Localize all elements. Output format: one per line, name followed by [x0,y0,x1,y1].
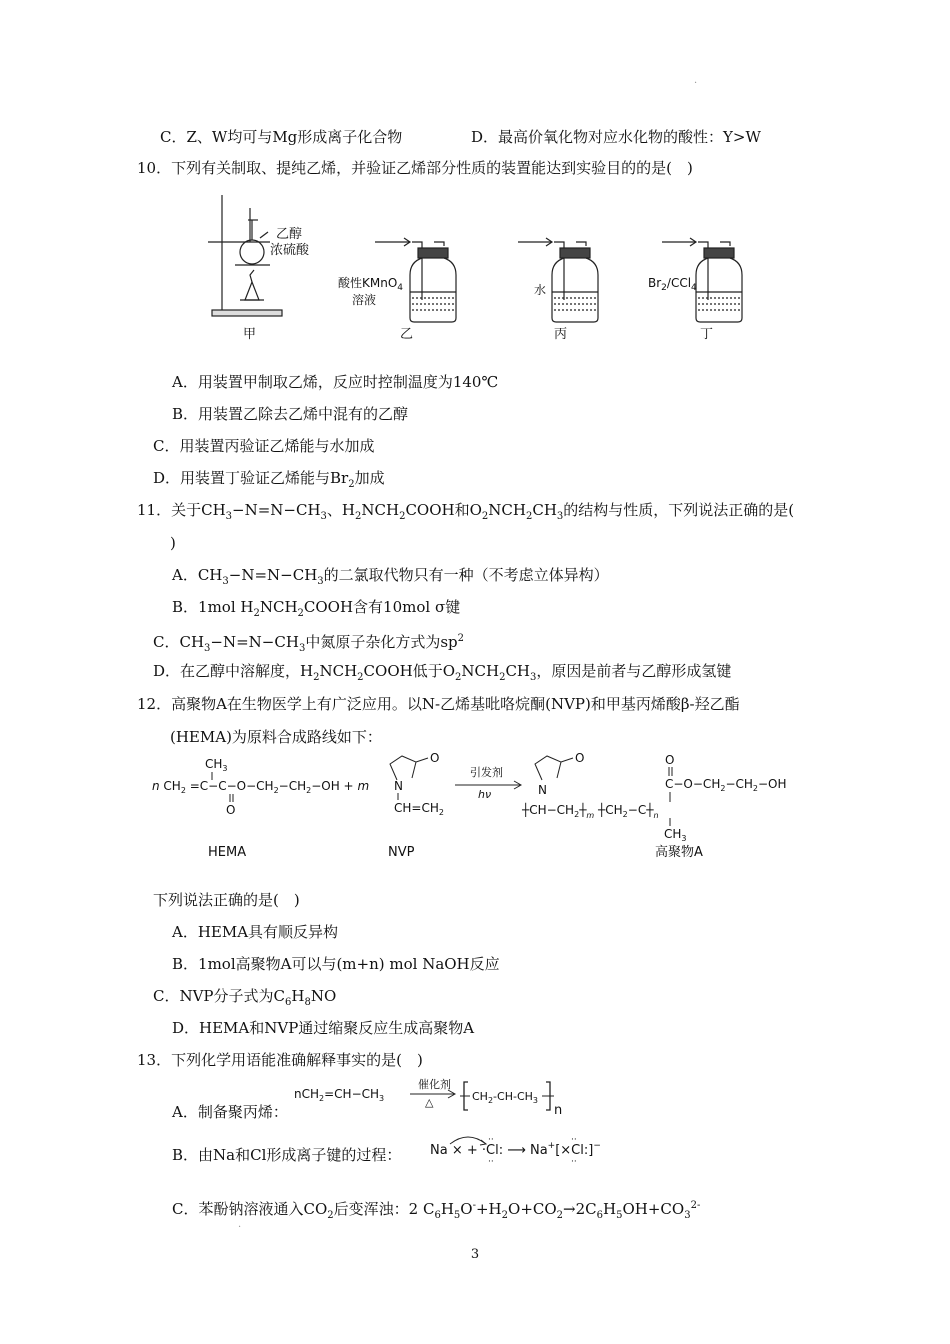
polypropylene-equation [292,1076,582,1120]
polymer-a-label: 高聚物A [655,845,703,860]
svg-text:··: ·· [571,1135,577,1145]
scan-dot: · [238,1222,242,1233]
svg-text:CH3: $CH_3$ [205,757,228,773]
svg-text:n CH2 =C−C−O−CH2−CH2−OH + m: n $CH_2 =C-C-O-CH_2-CH_2-OH + m$ [152,779,370,795]
q12-prompt: 下列说法正确的是( ) [153,891,300,909]
q11-stem: 11．关于$CH_3-N=N-CH_3$、$H_2NCH_2COOH$和$O_2NCH_2CH_3$的结构与性质，下列说法正确的是( [137,501,795,522]
label-yi: 乙 [400,327,414,342]
catalyst-label: 催化剂 [418,1078,451,1091]
svg-text:··: ·· [488,1157,494,1167]
polymer-ring [535,756,573,780]
q10-option-a: A．用装置甲制取乙烯，反应时控制温度为140℃ [172,373,499,391]
q11-option-a: A．$CH_3-N=N-CH_3$的二氯取代物只有一种（不考虑立体异构） [172,566,609,587]
q9-option-d: D．最高价氧化物对应水化物的酸性：Y>W [471,128,761,146]
scan-dot: · [694,78,698,89]
svg-text:┼CH−CH2┼m ┼CH2−C┼n: $┼CH-CH_2┼_m$ $┼CH_2-C┼_n$ [522,803,659,820]
q10-apparatus-figure [200,190,800,345]
q10-option-c: C．用装置丙验证乙烯能与水加成 [153,437,375,455]
q12-reaction-scheme [150,752,810,864]
ionic-bond-diagram [428,1130,618,1170]
q12-option-a: A．HEMA具有顺反异构 [172,923,339,941]
q12-option-b: B．1mol高聚物A可以与(m+n) mol NaOH反应 [172,955,500,973]
svg-text:CH2-CH-CH3: $CH_2-CH-CH_3$ [472,1090,538,1105]
apparatus-bing [518,238,598,322]
q11-option-d: D．在乙醇中溶解度，$H_2NCH_2COOH$低于$O_2NCH_2CH_3$，原因是前者与乙醇形成氢键 [153,662,732,683]
nvp-structure [390,756,428,780]
q12-option-c: C．NVP分子式为$C_6H_8NO$ [153,987,337,1008]
arrow-initiator: 引发剂 [470,766,503,779]
svg-text:O: O [575,752,585,765]
q13-option-a: A．制备聚丙烯： [172,1103,288,1121]
svg-text:C−O−CH2−CH2−OH: $C-O-CH_2-CH_2-OH$ [665,777,787,793]
q10-option-b: B．用装置乙除去乙烯中混有的乙醇 [172,405,409,423]
q13-option-c: C．苯酚钠溶液通入$CO_2$后变浑浊：2 $C_6H_5O^-+H_2O+CO_2\to 2C_6H_5OH+CO_3^{2-}$ [172,1200,701,1221]
nvp-label: NVP [388,845,415,860]
svg-text:··: ·· [488,1135,494,1145]
hema-structure [152,757,369,795]
label-ding: 丁 [700,327,714,342]
q11-option-c: C．$CH_3-N=N-CH_3$中氮原子杂化方式为$sp^2$ [153,633,464,654]
svg-text:O: O [665,753,675,767]
hema-label: HEMA [208,845,247,860]
reagent-solution: 溶液 [352,293,377,307]
reagent-kmno4: 酸性KMnO$_4$ [338,276,404,293]
q10-stem: 10．下列有关制取、提纯乙烯，并验证乙烯部分性质的装置能达到实验目的的是( ) [137,159,693,177]
svg-text:N: N [394,779,403,793]
q13-stem: 13．下列化学用语能准确解释事实的是( ) [137,1051,423,1069]
q10-option-d: D．用装置丁验证乙烯能与$Br_2$加成 [153,469,385,490]
q11-option-b: B．1mol $H_2NCH_2COOH$含有10mol σ键 [172,598,461,619]
label-jia: 甲 [243,327,257,342]
svg-text:··: ·· [571,1157,577,1167]
svg-text:O: O [226,803,236,817]
svg-text:CH3: $CH_3$ [664,827,687,843]
svg-text:n: n [554,1103,563,1118]
svg-text:nCH2=CH−CH3: $nCH_2=CH-CH_3$ [294,1087,385,1103]
svg-text:N: N [538,783,547,797]
arrow-hv: hν [478,788,492,801]
svg-text:CH=CH2: $CH=CH_2$ [394,801,444,817]
svg-text:Na × + ·Cl: ⟶ Na+[×Cl:]−: Na × + ·Cl: ⟶ Na+[×Cl:]− [430,1141,601,1158]
q12-option-d: D．HEMA和NVP通过缩聚反应生成高聚物A [172,1019,475,1037]
reagent-br2-ccl4: $Br_2/CCl_4$ [648,276,697,293]
heat-symbol: △ [425,1096,434,1109]
q12-stem-line1: 12．高聚物A在生物医学上有广泛应用。以N-乙烯基吡咯烷酮(NVP)和甲基丙烯酸β-羟乙酯 [137,695,740,713]
q9-option-c: C．Z、W均可与Mg形成离子化合物 [160,128,403,146]
reagent-ethanol: 乙醇 [276,227,303,242]
svg-text:O: O [430,752,440,765]
q12-stem-line2: (HEMA)为原料合成路线如下： [170,728,382,746]
q13-option-b: B．由Na和Cl形成离子键的过程： [172,1146,402,1164]
reagent-conc-sulfuric-acid: 浓硫酸 [270,243,310,258]
q11-stem-line2: ) [170,534,176,552]
label-bing: 丙 [554,327,568,342]
reagent-water: 水 [534,283,547,297]
page-number: 3 [470,1247,480,1262]
